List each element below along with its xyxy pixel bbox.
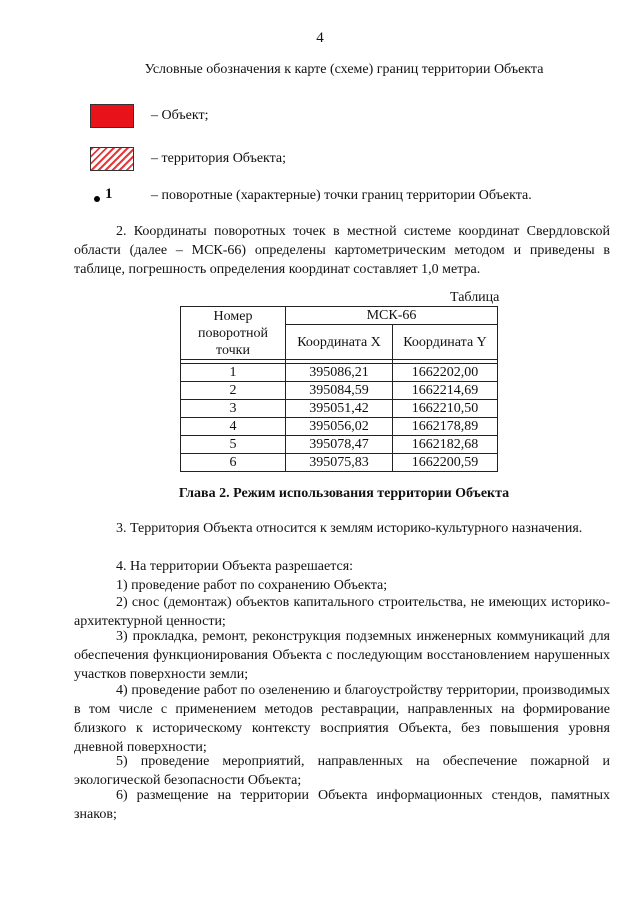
table-row [181, 364, 498, 382]
point-label: 1 [105, 186, 113, 202]
territory-hatch-icon [90, 147, 134, 171]
paragraph-2: 2. Координаты поворотных точек в местной системе координат Свердловской области (далее – МСК-66) определены картометрическим методом и приведены в таблице, погрешность определения координат составляет 1,0 метра. [74, 224, 610, 277]
header-x: Координата X [286, 325, 393, 360]
y-cell: 1662200,59 [393, 454, 498, 472]
x-cell: 395078,47 [286, 436, 393, 454]
x-cell: 395056,02 [286, 418, 393, 436]
legend-row-territory [90, 147, 286, 171]
list-item-5: 5) проведение мероприятий, направленных на обеспечение пожарной и экологической безопасности Объекта; [74, 754, 610, 788]
y-cell: 1662178,89 [393, 418, 498, 436]
x-cell: 395086,21 [286, 364, 393, 382]
list-item-3: 3) прокладка, ремонт, реконструкция подземных инженерных коммуникаций для обеспечения функционирования Объекта с последующим восстановлением нарушенных участков поверхности земли; [74, 629, 610, 682]
legend-title: Условные обозначения к карте (схеме) границ территории Объекта [144, 62, 544, 77]
paragraph-3: 3. Территория Объекта относится к землям историко-культурного назначения. [116, 521, 583, 536]
y-cell: 1662214,69 [393, 382, 498, 400]
list-item-6: 6) размещение на территории Объекта информационных стендов, памятных знаков; [74, 788, 610, 822]
x-cell: 395075,83 [286, 454, 393, 472]
table-row [181, 382, 498, 400]
point-number-cell: 6 [181, 454, 286, 472]
header-y: Координата Y [393, 325, 498, 360]
object-swatch-icon [90, 104, 134, 128]
y-cell: 1662202,00 [393, 364, 498, 382]
page-number: 4 [316, 30, 324, 46]
legend-territory-text: – территория Объекта; [151, 151, 287, 166]
point-number-cell: 4 [181, 418, 286, 436]
y-cell: 1662210,50 [393, 400, 498, 418]
table-row [181, 436, 498, 454]
table-row [181, 418, 498, 436]
turning-point-icon [90, 184, 134, 208]
header-point-number: Номер поворотной точки [181, 307, 286, 360]
table-row [181, 454, 498, 472]
legend-points-text: – поворотные (характерные) точки границ территории Объекта. [151, 188, 532, 203]
chapter-title: Глава 2. Режим использования территории Объекта [178, 486, 510, 501]
y-cell: 1662182,68 [393, 436, 498, 454]
x-cell: 395084,59 [286, 382, 393, 400]
point-dot-icon [94, 196, 100, 202]
coordinates-table [180, 306, 498, 472]
list-item-4: 4) проведение работ по озеленению и благоустройству территории, производимых в том числе с применением методов реставрации, направленных на формирование близкого к историческому контексту восприятия Объекта, без повышения уровня дневной поверхности; [74, 683, 610, 755]
list-item-2: 2) снос (демонтаж) объектов капитального строительства, не имеющих историко-архитектурной ценности; [74, 595, 610, 629]
table-row [181, 400, 498, 418]
point-number-cell: 2 [181, 382, 286, 400]
paragraph-4: 4. На территории Объекта разрешается: [116, 559, 354, 574]
point-number-cell: 1 [181, 364, 286, 382]
list-item-1: 1) проведение работ по сохранению Объекта; [116, 578, 388, 593]
point-number-cell: 5 [181, 436, 286, 454]
legend-row-points [90, 184, 532, 208]
x-cell: 395051,42 [286, 400, 393, 418]
point-number-cell: 3 [181, 400, 286, 418]
table-caption: Таблица [450, 290, 500, 305]
legend-object-text: – Объект; [151, 108, 209, 123]
legend-row-object [90, 104, 208, 128]
header-coordinate-system: МСК-66 [286, 307, 498, 325]
